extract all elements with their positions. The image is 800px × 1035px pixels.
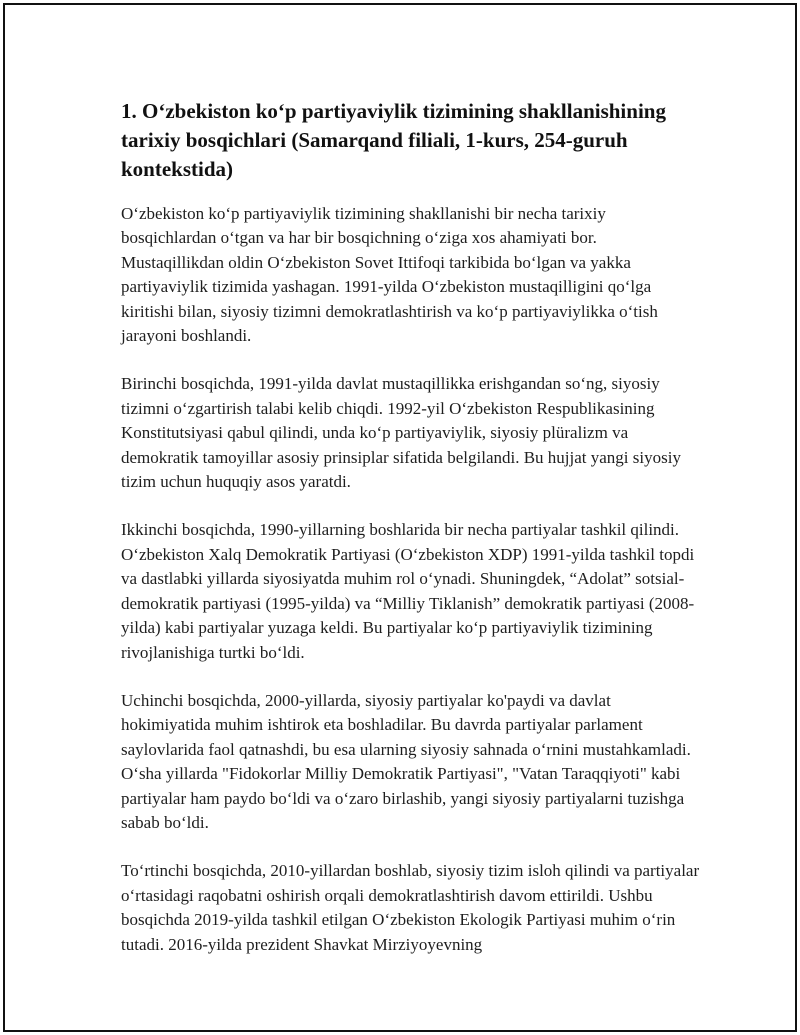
paragraph-stage-2: Ikkinchi bosqichda, 1990-yillarning boshlarida bir necha partiyalar tashkil qilindi. O‘zbekiston Xalq Demokratik Partiyasi (O‘zbekiston XDP) 1991-yilda tashkil topdi va dastlabki yillarda siyosiyatda muhim rol o‘ynadi. Shuningdek, “Adolat” sotsial-demokratik partiyasi (1995-yilda) va “Milliy Tiklanish” demokratik partiyasi (2008-yilda) kabi partiyalar yuzaga keldi. Bu partiyalar ko‘p partiyaviylik tizimining rivojlanishiga turtki bo‘ldi. xyxy=(121,520,695,662)
document-body xyxy=(121,97,701,981)
paragraph-stage-3: Uchinchi bosqichda, 2000-yillarda, siyosiy partiyalar ko'paydi va davlat hokimiyatida muhim ishtirok eta boshladilar. Bu davrda partiyalar parlament saylovlarida faol qatnashdi, bu esa ularning siyosiy sahnada o‘rnini mustahkamladi. O‘sha yillarda "Fidokorlar Milliy Demokratik Partiyasi", "Vatan Taraqqiyoti" kabi partiyalar ham paydo bo‘ldi va o‘zaro birlashib, yangi siyosiy partiyalarni tuzishga sabab bo‘ldi. xyxy=(121,690,691,832)
paragraph-intro: O‘zbekiston ko‘p partiyaviylik tizimining shakllanishi bir necha tarixiy bosqichlardan o‘tgan va har bir bosqichning o‘ziga xos ahamiyati bor. Mustaqillikdan oldin O‘zbekiston Sovet Ittifoqi tarkibida bo‘lgan va yakka partiyaviylik tizimida yashagan. 1991-yilda O‘zbekiston mustaqilligini qo‘lga kiritishi bilan, siyosiy tizimni demokratlashtirish va ko‘p partiyaviylikka o‘tish jarayoni boshlandi. xyxy=(121,204,658,346)
page-frame xyxy=(3,3,797,1032)
paragraph-stage-1: Birinchi bosqichda, 1991-yilda davlat mustaqillikka erishgandan so‘ng, siyosiy tizimni o‘zgartirish talabi kelib chiqdi. 1992-yil O‘zbekiston Respublikasining Konstitutsiyasi qabul qilindi, unda ko‘p partiyaviylik, siyosiy plüralizm va demokratik tamoyillar asosiy prinsiplar sifatida belgilandi. Bu hujjat yangi siyosiy tizim uchun huquqiy asos yaratdi. xyxy=(121,374,681,492)
paragraph-stage-4: To‘rtinchi bosqichda, 2010-yillardan boshlab, siyosiy tizim isloh qilindi va partiyalar o‘rtasidagi raqobatni oshirish orqali demokratlashtirish davom ettirildi. Ushbu bosqichda 2019-yilda tashkil etilgan O‘zbekiston Ekologik Partiyasi muhim o‘rin tutadi. 2016-yilda prezident Shavkat Mirziyoyevning xyxy=(121,861,700,954)
document-title: 1. O‘zbekiston ko‘p partiyaviylik tizimining shakllanishining tarixiy bosqichlari (Samarqand filiali, 1-kurs, 254-guruh kontekstida) xyxy=(121,99,666,181)
